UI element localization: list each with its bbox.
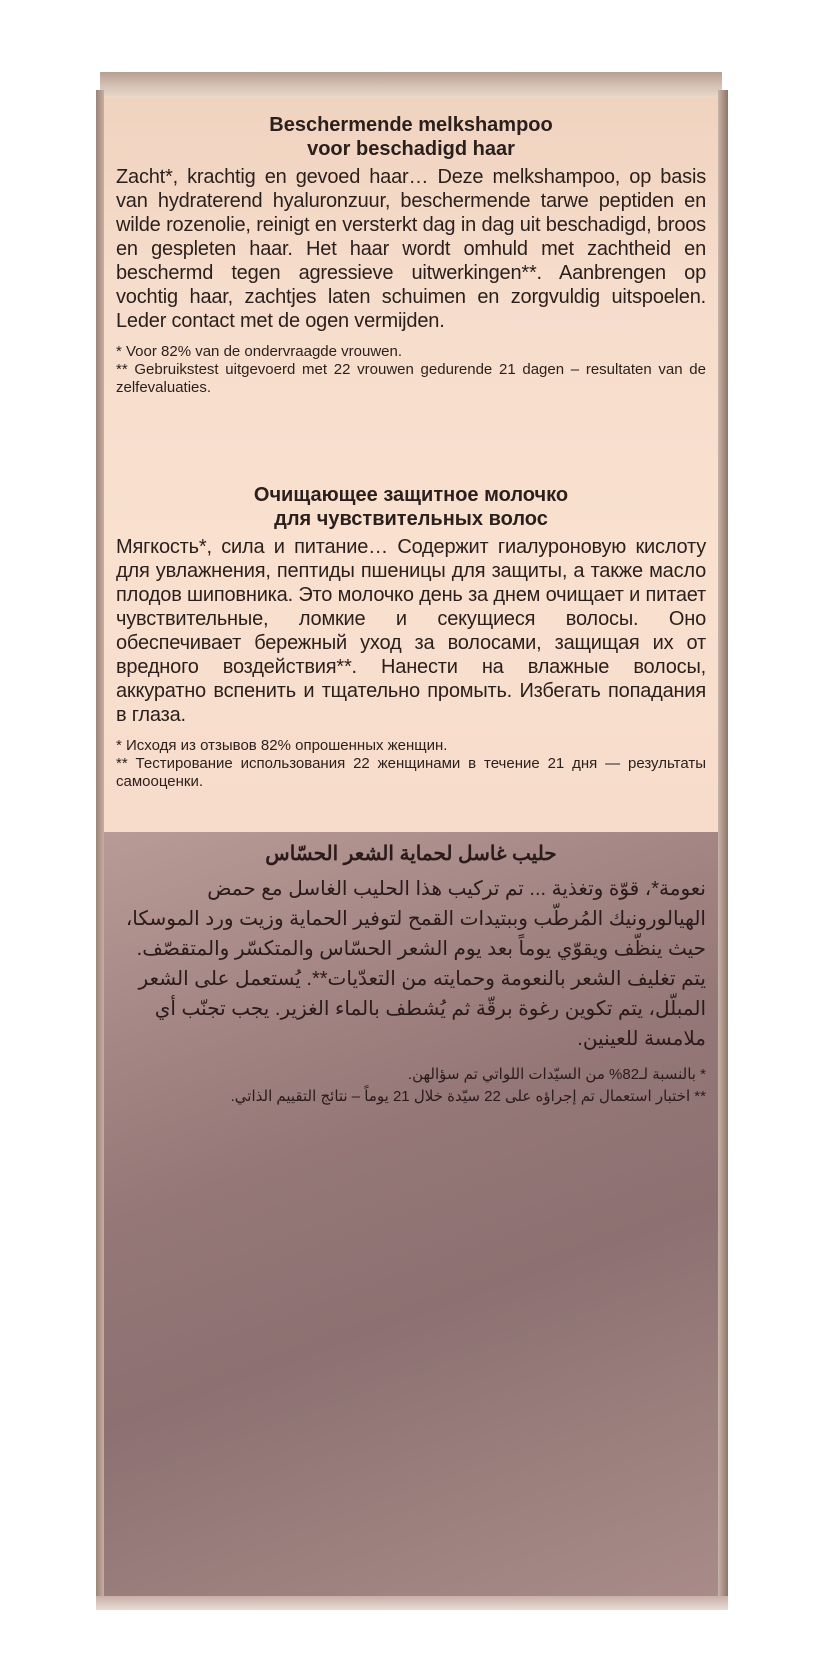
arabic-title: حليب غاسل لحماية الشعر الحسّاس [265,843,557,865]
dutch-body: Zacht*, krachtig en gevoed haar… Deze melkshampoo, op basis van hydraterend hyaluronzuur, beschermende tarwe peptiden en wilde rozenolie, reinigt en versterkt dag in dag uit beschadigd, broos en gespleten haar. Het haar wordt omhuld met zachtheid en beschermd tegen agressieve uitwerkingen**. Aanbrengen op vochtig haar, zachtjes laten schuimen en zorgvuldig uitspoelen. Leder contact met de ogen vermijden. [116,166,706,332]
dutch-title-line2: voor beschadigd haar [307,138,515,160]
arabic-note-1: * بالنسبة لـ82% من السيّدات اللواتي تم سؤالهن. [407,1066,706,1083]
russian-section [116,483,706,791]
box-top-edge [100,72,722,98]
dutch-note-1: * Voor 82% van de ondervraagde vrouwen. [116,343,403,360]
box-right-edge [718,90,728,1600]
arabic-note-2: ** اختبار استعمال تم إجراؤه على 22 سيّدة خلال 21 يوماً – نتائج التقييم الذاتي. [230,1088,706,1105]
russian-note-1: * Исходя из отзывов 82% опрошенных женщин. [116,737,448,754]
dutch-title [116,113,706,161]
dutch-note-2: ** Gebruikstest uitgevoerd met 22 vrouwen gedurende 21 dagen – resultaten van de zelfevaluaties. [116,361,706,396]
arabic-section [116,842,706,1108]
dutch-title-line1: Beschermende melkshampoo [269,114,553,136]
russian-note-2: ** Тестирование использования 22 женщинами в течение 21 дня — результаты самооценки. [116,755,706,790]
box-left-edge [96,90,104,1600]
russian-body: Мягкость*, сила и питание… Содержит гиалуроновую кислоту для увлажнения, пептиды пшеницы для защиты, а также масло плодов шиповника. Это молочко день за днем очищает и питает чувствительные, ломкие и секущиеся волосы. Оно обеспечивает бережный уход за волосами, защищая их от вредного воздействия**. Нанести на влажные волосы, аккуратно вспенить и тщательно промыть. Избегать попадания в глаза. [116,536,706,726]
dutch-section [116,113,706,397]
russian-title-line2: для чувствительных волос [274,508,548,530]
russian-title [116,483,706,531]
russian-title-line1: Очищающее защитное молочко [253,484,569,506]
box-bottom-edge [96,1596,728,1610]
arabic-body: نعومة*، قوّة وتغذية ... تم تركيب هذا الحليب الغاسل مع حمض الهيالورونيك المُرطّب وببتيدات القمح لتوفير الحماية وزيت ورد الموسكا، حيث ينظّف ويقوّي يوماً بعد يوم الشعر الحسّاس والمتكسّر والمتقصّف. يتم تغليف الشعر بالنعومة وحمايته من التعدّيات**. يُستعمل على الشعر المبلّل، يتم تكوين رغوة برقّة ثم يُشطف بالماء الغزير. يجب تجنّب أي ملامسة للعينين. [125,878,706,1050]
